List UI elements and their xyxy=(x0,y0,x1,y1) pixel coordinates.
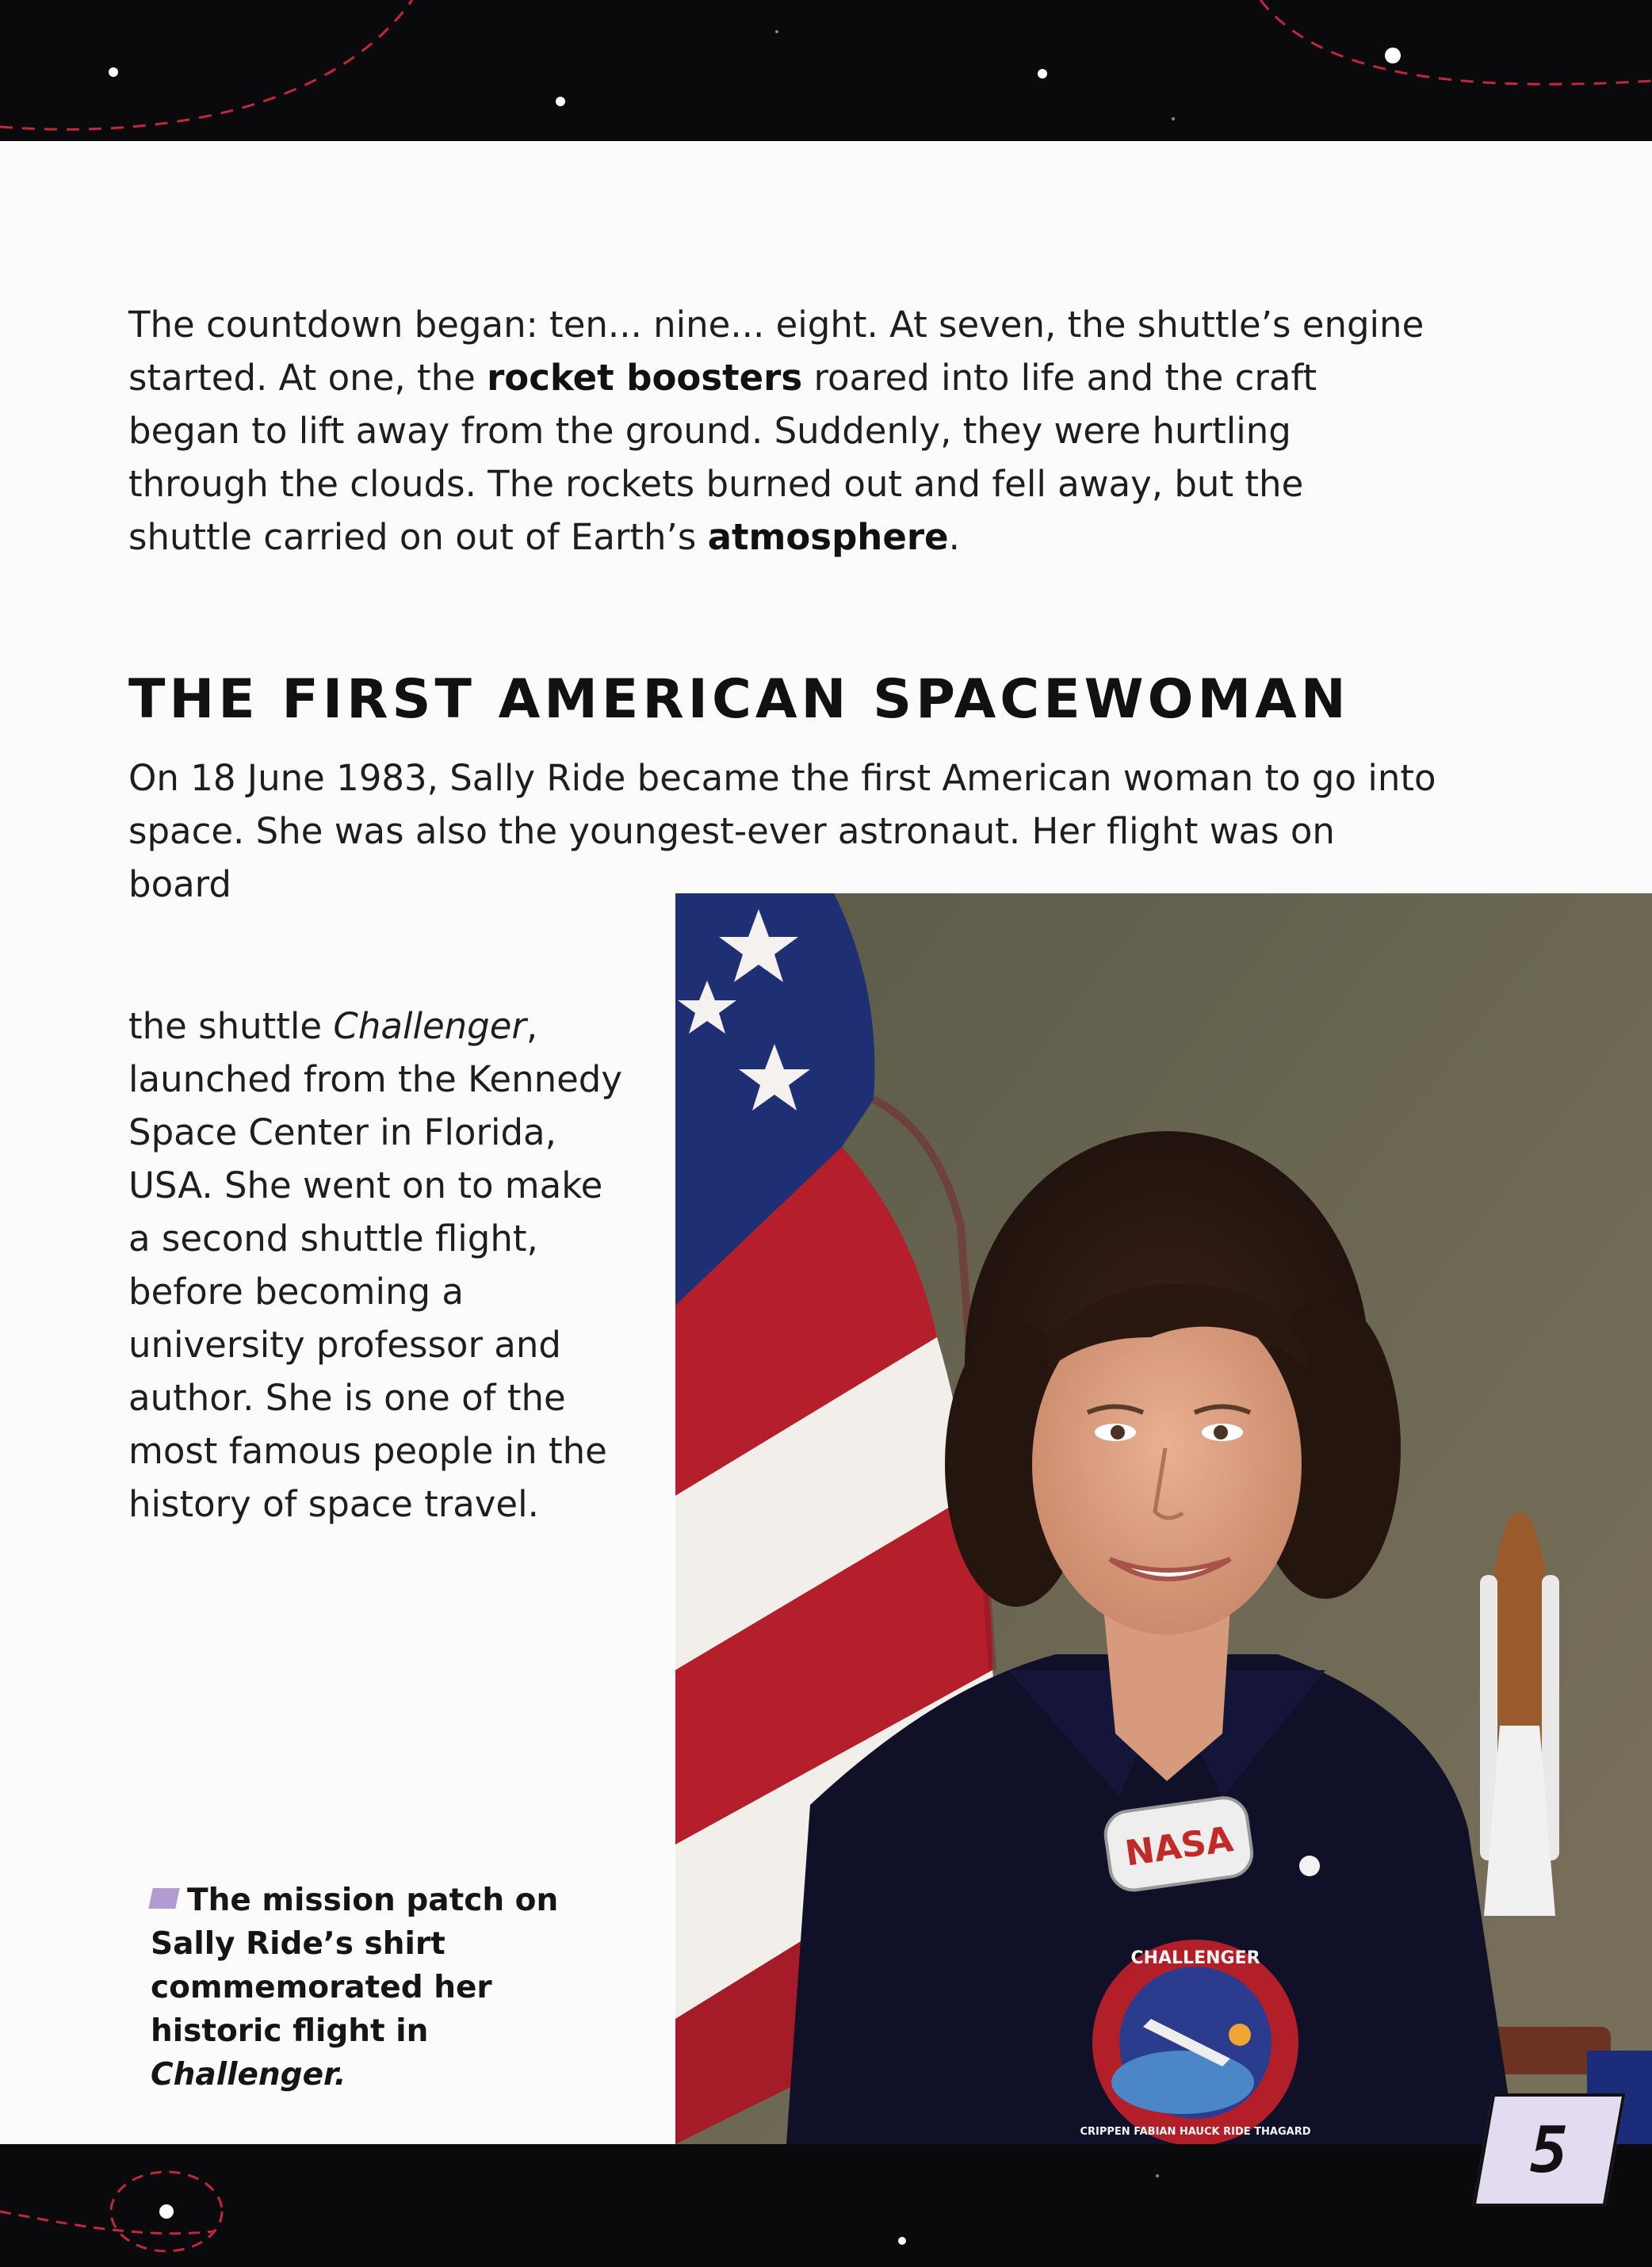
page-number-badge xyxy=(1472,2093,1625,2207)
page-number: 5 xyxy=(1529,2113,1569,2187)
caption-marker-icon xyxy=(148,1888,180,1909)
intro-paragraph: The countdown began: ten... nine... eight. At seven, the shuttle’s engine started. At one, the rocket boosters roared into life and the craft began to lift away from the ground. Suddenly, they were hurtling through the clouds. The rockets burned out and fell away, but the shuttle carried on out of Earth’s atmosphere. xyxy=(128,304,1424,558)
svg-text:NASA: NASA xyxy=(1122,1819,1236,1875)
glossary-term-rocket-boosters: rocket boosters xyxy=(487,357,803,399)
portrait-photo xyxy=(675,893,1652,2144)
section-paragraph-column: the shuttle Challenger, launched from the Kennedy Space Center in Florida, USA. She went on to make a second shuttle flight, before becoming a university professor and author. She is one of the most famous people in the history of space travel. xyxy=(128,1005,622,1525)
starfield-bottom xyxy=(0,2144,1652,2267)
section-heading: THE FIRST AMERICAN SPACEWOMAN xyxy=(128,668,1350,731)
section-paragraph-top: On 18 June 1983, Sally Ride became the first American woman to go into space. She was also the youngest-ever astronaut. Her flight was on board xyxy=(128,757,1436,905)
glossary-term-atmosphere: atmosphere xyxy=(707,516,949,558)
photo-caption: The mission patch on Sally Ride’s shirt commemorated her historic flight in Challenger. xyxy=(151,1879,610,2097)
top-space-band xyxy=(0,0,1652,141)
bottom-space-band xyxy=(0,2144,1652,2267)
svg-text:CHALLENGER: CHALLENGER xyxy=(1130,1948,1260,1968)
starfield-top xyxy=(0,0,1652,141)
svg-text:CRIPPEN FABIAN HAUCK RIDE THAG: CRIPPEN FABIAN HAUCK RIDE THAGARD xyxy=(1080,2126,1311,2138)
